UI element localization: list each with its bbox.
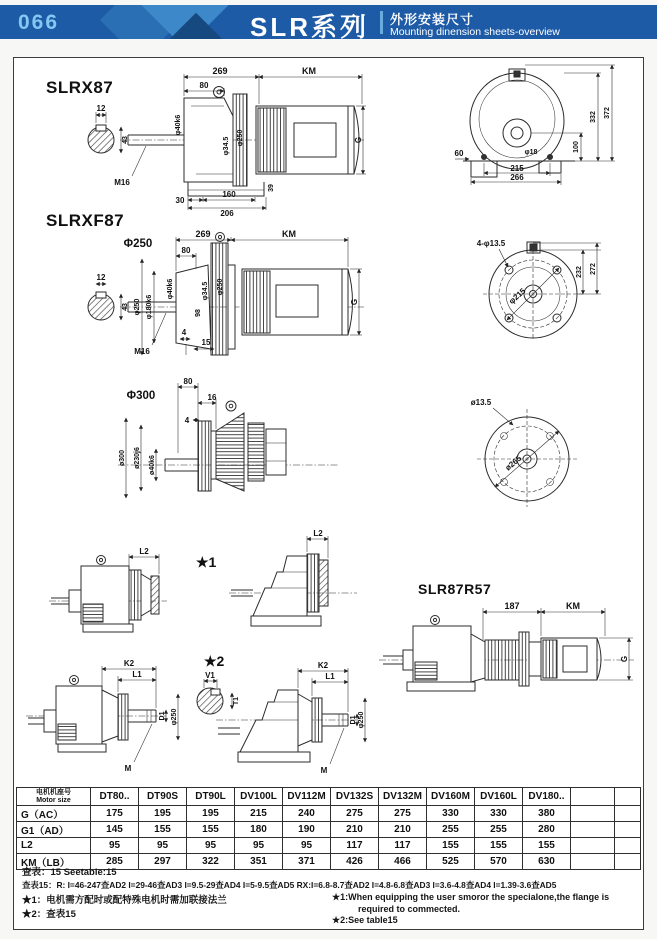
flange-view-drawing xyxy=(471,236,611,346)
dim-label: 272 xyxy=(590,263,597,275)
dim-label: 332 xyxy=(590,111,597,123)
dim-label: 269 xyxy=(195,229,211,239)
table-cell xyxy=(615,822,641,838)
dim-label: L2 xyxy=(313,529,323,538)
dim-label: φ40k6 xyxy=(175,114,182,136)
dim-label: G xyxy=(350,298,359,306)
table-cell xyxy=(615,854,641,870)
dim-label: K2 xyxy=(123,659,135,668)
table-cell: 525 xyxy=(427,854,475,870)
dim-label: φ250 xyxy=(237,129,244,147)
table-cell: 330 xyxy=(475,806,523,822)
dim-label: φ215 xyxy=(507,286,528,306)
table-row-label: G1（AD） xyxy=(17,822,91,838)
table-cell: 210 xyxy=(379,822,427,838)
dim-label: 4 xyxy=(181,328,187,337)
dim-label: φ18 xyxy=(524,149,538,156)
dim-label: 160 xyxy=(222,190,236,199)
header-subtitle-cn: 外形安装尺寸 xyxy=(390,12,475,27)
note-star2-en: ★2:See table15 xyxy=(332,915,398,925)
dim-label: 43 xyxy=(122,303,129,311)
note-seetable: 查表：15 Seetable:15 xyxy=(22,867,117,878)
dim-label: 269 xyxy=(212,66,228,76)
table-cell xyxy=(571,822,615,838)
dim-label: L2 xyxy=(139,547,149,556)
dim-label: 372 xyxy=(604,107,611,119)
dim-label: 187 xyxy=(504,601,520,611)
table-col-header: DV100L xyxy=(235,788,283,806)
motor-size-header: 电机机座号 Motor size xyxy=(17,788,91,806)
rear-view-drawing xyxy=(449,61,639,194)
table-cell xyxy=(571,854,615,870)
dim-label: 16 xyxy=(207,393,217,402)
dim-label: 43 xyxy=(122,136,129,144)
table-cell: 95 xyxy=(187,838,235,854)
table-cell xyxy=(615,838,641,854)
star2-left-drawing xyxy=(26,658,188,781)
dim-label: 4-φ13.5 xyxy=(476,239,506,248)
dim-label: 215 xyxy=(510,164,524,173)
dimension-table xyxy=(16,787,641,870)
table-cell: 280 xyxy=(523,822,571,838)
note-star1-en-line1: ★1:When equipping the user smoror the specialone,the flange is xyxy=(332,892,610,902)
table-cell: 285 xyxy=(91,854,139,870)
table-cell: 570 xyxy=(475,854,523,870)
page-number: 066 xyxy=(18,11,60,34)
table-cell: 155 xyxy=(523,838,571,854)
phi300-drawing xyxy=(113,373,348,528)
table-col-header xyxy=(615,788,641,806)
dim-label: D1 xyxy=(159,711,166,721)
star2-mark: ★2 xyxy=(204,653,225,669)
circle-view-drawing xyxy=(463,393,598,513)
note-star1-cn: ★1：电机需方配时或配特殊电机时需加联接法兰 xyxy=(22,895,227,906)
table-cell: 630 xyxy=(523,854,571,870)
star1-mark: ★1 xyxy=(196,554,217,570)
dim-label: 232 xyxy=(576,266,583,278)
table-col-header: DT90L xyxy=(187,788,235,806)
note-star2-cn: ★2：查表15 xyxy=(22,909,76,920)
dim-label: Φ300 xyxy=(126,390,156,402)
dim-label: ø40k6 xyxy=(149,455,156,475)
table-cell: 426 xyxy=(331,854,379,870)
table-cell: 466 xyxy=(379,854,427,870)
drawing-title-slrxf87: SLRXF87 xyxy=(46,211,125,230)
table-col-header: DT90S xyxy=(139,788,187,806)
table-cell: 380 xyxy=(523,806,571,822)
dim-label: 98 xyxy=(195,309,202,317)
table-cell xyxy=(571,838,615,854)
table-cell: 180 xyxy=(235,822,283,838)
dim-label: M16 xyxy=(134,347,150,356)
dim-label: 80 xyxy=(181,246,191,255)
dim-label: ø230j6 xyxy=(134,447,141,469)
dim-label: φ180k6 xyxy=(146,294,153,320)
dim-label: V1 xyxy=(205,671,215,680)
dim-label: ø265 xyxy=(503,453,524,473)
dim-label: ø300 xyxy=(119,450,126,466)
table-cell: 175 xyxy=(91,806,139,822)
dim-label: KM xyxy=(566,601,580,611)
table-row-label: L2 xyxy=(17,838,91,854)
dim-label: 266 xyxy=(510,173,524,182)
table-cell: 322 xyxy=(187,854,235,870)
dim-label: K2 xyxy=(317,661,329,670)
table-cell: 155 xyxy=(187,822,235,838)
note-english xyxy=(332,892,609,927)
table-cell: 210 xyxy=(331,822,379,838)
table-col-header: DV112M xyxy=(283,788,331,806)
dim-label: 4 xyxy=(184,416,190,425)
dim-label: 80 xyxy=(199,81,209,90)
slrxf87-drawing xyxy=(76,229,366,374)
star1-right-drawing xyxy=(229,528,359,638)
table-col-header: DV132S xyxy=(331,788,379,806)
header-divider xyxy=(380,11,383,34)
table-cell: 190 xyxy=(283,822,331,838)
table-col-header: DV160L xyxy=(475,788,523,806)
dim-label: 206 xyxy=(220,209,234,216)
dim-label: KM xyxy=(282,229,296,239)
dim-label: 30 xyxy=(175,196,185,205)
table-cell: 275 xyxy=(379,806,427,822)
drawing-title-slrx87: SLRX87 xyxy=(46,78,114,97)
table-cell: 255 xyxy=(475,822,523,838)
table-cell: 195 xyxy=(187,806,235,822)
dim-label: G xyxy=(354,136,363,144)
dim-label: 12 xyxy=(96,273,106,282)
table-cell: 117 xyxy=(331,838,379,854)
dim-label: φ250 xyxy=(358,711,365,729)
table-row-label: G（AC） xyxy=(17,806,91,822)
table-cell: 215 xyxy=(235,806,283,822)
dim-label: D1 xyxy=(350,715,357,725)
dim-label: 80 xyxy=(183,377,193,386)
drawing-title-slr87r57: SLR87R57 xyxy=(418,581,492,597)
table-cell: 95 xyxy=(235,838,283,854)
table-row xyxy=(17,806,641,822)
series-title: SLR系列 xyxy=(250,12,370,39)
dim-label: KM xyxy=(302,66,316,76)
table-cell: 95 xyxy=(283,838,331,854)
table-cell: 275 xyxy=(331,806,379,822)
slrx87-drawing xyxy=(76,66,366,221)
dim-label: G xyxy=(620,655,629,663)
dim-label: φ34.5 xyxy=(202,281,209,301)
table-cell: 155 xyxy=(139,822,187,838)
dim-label: 12 xyxy=(96,104,106,113)
table-cell: 95 xyxy=(139,838,187,854)
dim-label: φ250 xyxy=(134,298,141,316)
table-cell: 297 xyxy=(139,854,187,870)
table-cell: 145 xyxy=(91,822,139,838)
dim-label: φ34.5 xyxy=(223,136,230,156)
star1-left-drawing xyxy=(49,546,169,643)
table-col-header: DV132M xyxy=(379,788,427,806)
dim-label: φ250 xyxy=(171,708,178,726)
dim-label: ø13.5 xyxy=(470,398,492,407)
table-row-label: KM（LB） xyxy=(17,854,91,870)
table-col-header: DV160M xyxy=(427,788,475,806)
table-cell: 95 xyxy=(91,838,139,854)
header-bar xyxy=(0,5,657,39)
star2-right-drawing xyxy=(216,660,368,780)
dim-label: L1 xyxy=(132,670,142,679)
table-cell: 255 xyxy=(427,822,475,838)
table-cell: 155 xyxy=(475,838,523,854)
table-cell: 371 xyxy=(283,854,331,870)
table-col-header: DT80.. xyxy=(91,788,139,806)
dim-label: L1 xyxy=(325,672,335,681)
dim-label: M xyxy=(320,766,328,775)
dim-label: 60 xyxy=(454,149,464,158)
table-col-header xyxy=(571,788,615,806)
header-subtitle-en: Mounting dinension sheets-overview xyxy=(390,26,560,38)
dim-label: M16 xyxy=(114,178,130,187)
content-frame xyxy=(13,57,644,930)
dim-label: φ40k6 xyxy=(167,278,174,300)
table-cell: 330 xyxy=(427,806,475,822)
table-cell: 240 xyxy=(283,806,331,822)
table-cell: 351 xyxy=(235,854,283,870)
dim-label: 15 xyxy=(201,338,211,347)
table-cell: 195 xyxy=(139,806,187,822)
table-col-header: DV180.. xyxy=(523,788,571,806)
dim-label: φ250 xyxy=(217,278,224,296)
note-ratio-table: 查表15：R: I=46-247查AD2 I=29-46查AD3 I=9.5-29查AD4 I=5-9.5查AD5 RX:I=6.8-8.7查AD2 I=4.8-6.8查AD3 I=3.6-4.8查AD4 I=1.39-3.6查AD5 xyxy=(22,880,557,890)
dim-label: 39 xyxy=(268,184,275,192)
dim-label: M xyxy=(124,764,132,773)
table-cell xyxy=(615,806,641,822)
table-row xyxy=(17,838,641,854)
dim-label: Φ250 xyxy=(123,238,153,250)
table-cell xyxy=(571,806,615,822)
note-star1-en-line2: required to commected. xyxy=(358,903,461,914)
table-cell: 155 xyxy=(427,838,475,854)
dim-label: 100 xyxy=(573,141,580,153)
dim-label: T1 xyxy=(233,696,240,706)
table-row xyxy=(17,822,641,838)
table-cell: 117 xyxy=(379,838,427,854)
slr87r57-drawing xyxy=(379,600,641,705)
